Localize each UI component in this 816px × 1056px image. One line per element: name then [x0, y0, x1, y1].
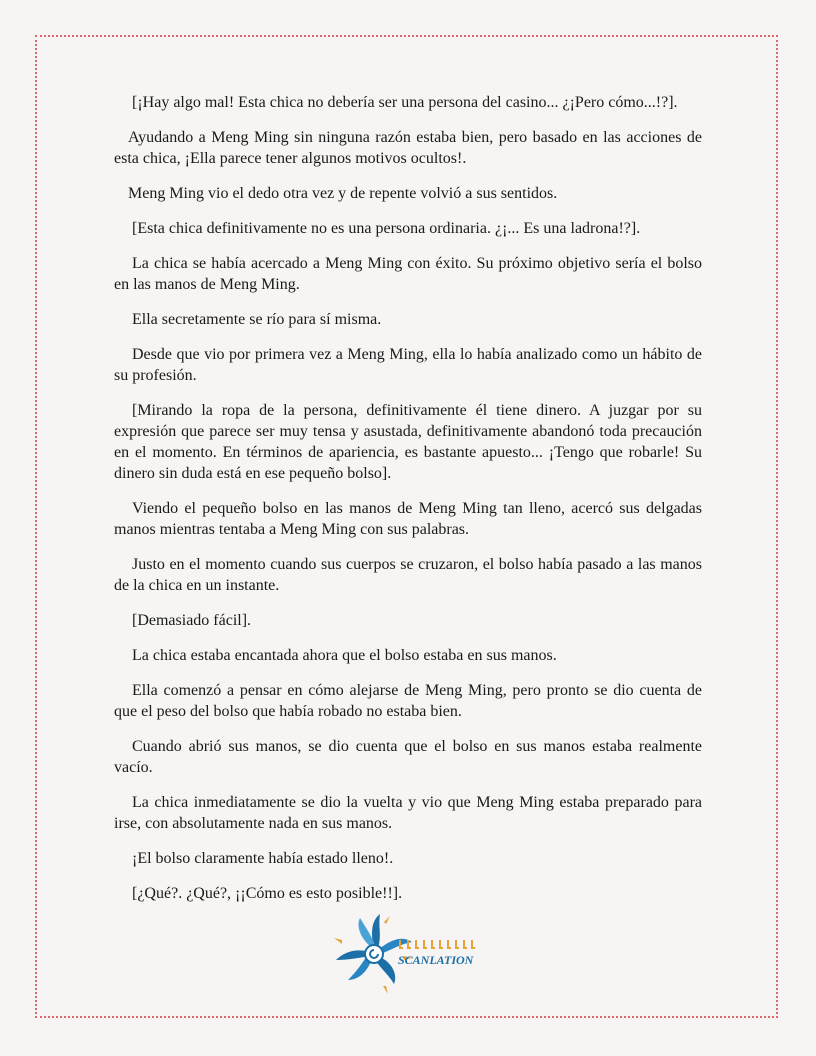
- paragraph: La chica estaba encantada ahora que el bolso estaba en sus manos.: [132, 647, 557, 664]
- paragraph: Ella comenzó a pensar en cómo alejarse de Meng Ming, pero pronto se dio cuenta de que el peso del bolso que había robado no estaba bien.: [114, 682, 702, 720]
- paragraph: Ella secretamente se río para sí misma.: [132, 311, 382, 328]
- paragraph: La chica inmediatamente se dio la vuelta y vio que Meng Ming estaba preparado para irse, con absolutamente nada en sus manos.: [114, 794, 702, 832]
- paragraph: ¡El bolso claramente había estado lleno!.: [132, 850, 394, 867]
- paragraph: Viendo el pequeño bolso en las manos de Meng Ming tan lleno, acercó sus delgadas manos mientras tentaba a Meng Ming con sus palabras.: [114, 500, 702, 538]
- paragraph: Desde que vio por primera vez a Meng Ming, ella lo había analizado como un hábito de su profesión.: [114, 346, 702, 384]
- paragraph: La chica se había acercado a Meng Ming con éxito. Su próximo objetivo sería el bolso en las manos de Meng Ming.: [114, 255, 702, 293]
- paragraph: Ayudando a Meng Ming sin ninguna razón estaba bien, pero basado en las acciones de esta chica, ¡Ella parece tener algunos motivos ocultos!.: [114, 129, 702, 167]
- paragraph: [Esta chica definitivamente no es una persona ordinaria. ¿¡... Es una ladrona!?].: [132, 220, 641, 237]
- paragraph: [¡Hay algo mal! Esta chica no debería ser una persona del casino... ¿¡Pero cómo...!?].: [132, 94, 678, 111]
- paragraph: [Mirando la ropa de la persona, definitivamente él tiene dinero. A juzgar por su expresión que parece ser muy tensa y asustada, definitivamente abandonó toda precaución en el momento. En términos de apariencia, es bastante apuesto... ¡Tengo que robarle! Su dinero sin duda está en ese pequeño bolso].: [114, 402, 702, 482]
- paragraph: Meng Ming vio el dedo otra vez y de repente volvió a sus sentidos.: [128, 185, 558, 202]
- logo-text: SCANLATION: [398, 953, 474, 967]
- paragraph: [¿Qué?. ¿Qué?, ¡¡Cómo es esto posible!!].: [132, 885, 403, 902]
- paragraph: [Demasiado fácil].: [132, 612, 252, 629]
- paragraph: Justo en el momento cuando sus cuerpos se cruzaron, el bolso había pasado a las manos de la chica en un instante.: [114, 556, 702, 594]
- text-column: [114, 92, 702, 918]
- paragraph: Cuando abrió sus manos, se dio cuenta que el bolso en sus manos estaba realmente vacío.: [114, 738, 702, 776]
- scanlation-logo: [334, 912, 484, 994]
- sun-swirl-logo-icon: [334, 912, 484, 994]
